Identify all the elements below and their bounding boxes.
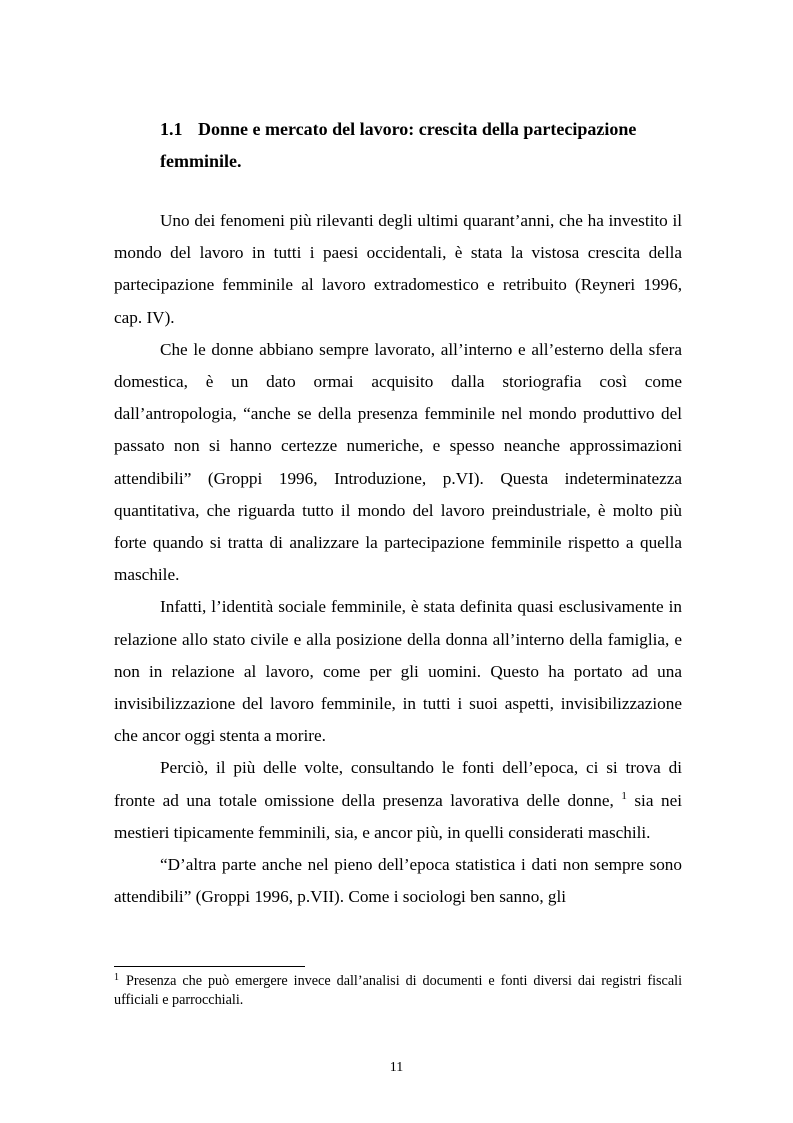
footnote-marker: 1 [114, 972, 119, 983]
paragraph-text: Che le donne abbiano sempre lavorato, all’interno e all’esterno della sfera domestica, è un dato ormai acquisito dalla storiografia così come dall’antropologia, “anche se della presenza femminile nel mondo produttivo del passato non si hanno certezze numeriche, e spesso neanche approssimazioni attendibili” (Groppi 1996, Introduzione, p.VI). Questa indeterminatezza quantitativa, che riguarda tutto il mondo del lavoro preindustriale, è molto più forte quando si tratta di analizzare la partecipazione femminile rispetto a quella maschile. [114, 339, 682, 585]
footnote-reference[interactable]: 1 [621, 789, 627, 802]
section-heading [160, 113, 685, 177]
paragraph-4 [114, 752, 682, 849]
paragraph-3 [114, 591, 682, 752]
paragraph-text-continued: sia nei mestieri tipicamente femminili, sia, e ancor più, in quelli considerati maschili. [114, 790, 683, 842]
footnote [114, 972, 682, 1010]
paragraph-text: “D’altra parte anche nel pieno dell’epoca statistica i dati non sempre sono attendibili” (Groppi 1996, p.VII). Come i sociologi ben sanno, gli [114, 855, 682, 907]
section-title: Donne e mercato del lavoro: crescita della partecipazione femminile. [160, 119, 637, 171]
paragraph-5 [114, 849, 682, 913]
paragraph-text: Perciò, il più delle volte, consultando le fonti dell’epoca, ci si trova di fronte ad una totale omissione della presenza lavorativa delle donne, [114, 758, 682, 810]
page-number: 11 [389, 1060, 404, 1075]
paragraph-text: Infatti, l’identità sociale femminile, è stata definita quasi esclusivamente in relazione allo stato civile e alla posizione della donna all’interno della famiglia, e non in relazione al lavoro, come per gli uomini. Questo ha portato ad una invisibilizzazione del lavoro femminile, in tutti i suoi aspetti, invisibilizzazione che ancor oggi stenta a morire. [114, 597, 682, 746]
section-number: 1.1 [160, 119, 183, 139]
paragraph-2 [114, 334, 682, 592]
footnote-divider [114, 966, 305, 967]
paragraph-1 [114, 205, 682, 334]
footnote-text: Presenza che può emergere invece dall’analisi di documenti e fonti diversi dai registri fiscali ufficiali e parrocchiali. [114, 973, 683, 1008]
body-text [114, 205, 682, 913]
paragraph-text: Uno dei fenomeni più rilevanti degli ultimi quarant’anni, che ha investito il mondo del lavoro in tutti i paesi occidentali, è stata la vistosa crescita della partecipazione femminile al lavoro extradomestico e retribuito (Reyneri 1996, cap. IV). [114, 211, 682, 327]
